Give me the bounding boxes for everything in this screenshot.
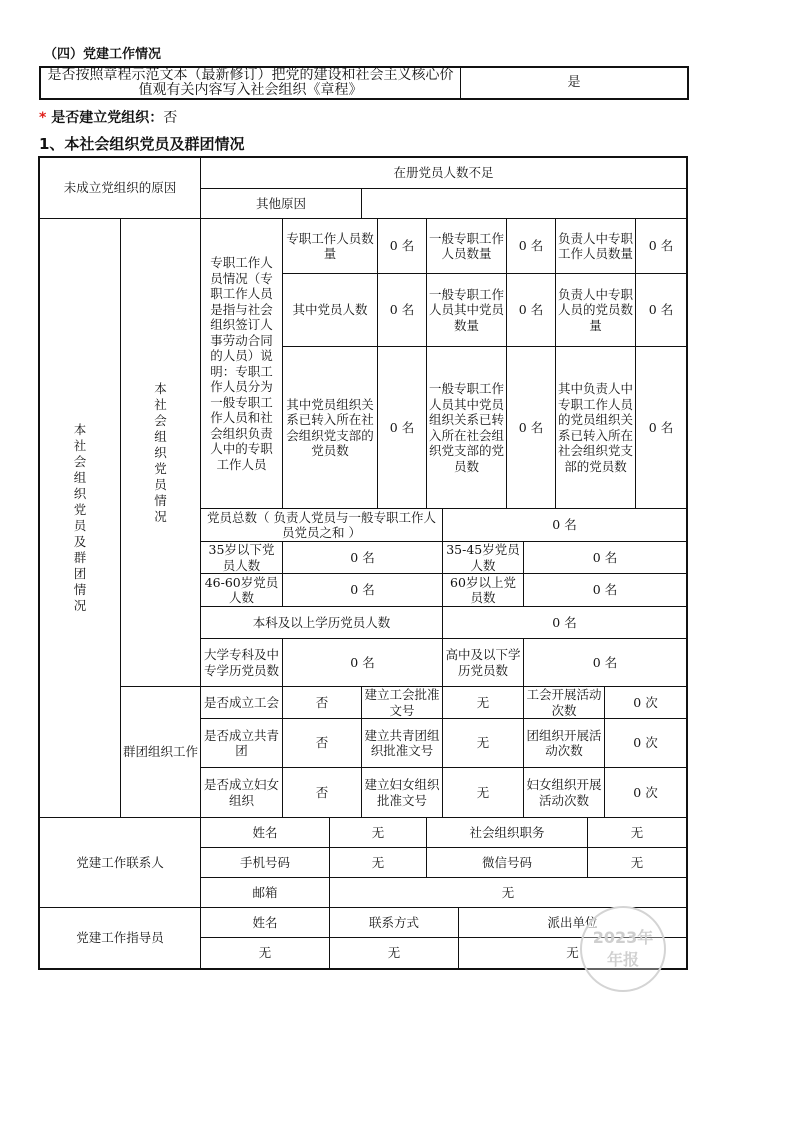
reason-label-cell xyxy=(39,157,201,219)
age2-label: 46-60岁党员人数 xyxy=(204,574,279,605)
staff-r3-label-cell xyxy=(426,346,507,509)
age1-value: 0 名 xyxy=(350,549,375,565)
age1-label: 35-45岁党员人数 xyxy=(446,542,520,573)
edu2-label-cell xyxy=(200,638,283,687)
union-label: 工会开展活动次数 xyxy=(526,687,602,718)
other-reason-label: 其他原因 xyxy=(255,195,306,211)
staff-r3-label: 其中负责人中专职工作人员的党员组织关系已转入所在社会组织党支部的党员数 xyxy=(558,381,634,474)
members-section-label: 本社会组织党员情况 xyxy=(154,380,167,524)
union-value-cell xyxy=(442,686,524,719)
subsection-title: 1、本社会组织党员及群团情况 xyxy=(39,135,245,153)
members-section-label-cell xyxy=(120,218,201,687)
contact-r2-label-cell xyxy=(200,847,330,878)
contact-r2-label: 手机号码 xyxy=(239,854,290,870)
party-org-value: 否 xyxy=(163,110,178,126)
staff-r1-value-cell xyxy=(506,218,556,274)
staff-r1-label-cell xyxy=(555,218,636,274)
contact-r1-value: 无 xyxy=(371,824,385,840)
contact-r2-label-cell xyxy=(426,847,588,878)
edu2-label-cell xyxy=(442,638,524,687)
charter-question xyxy=(39,66,461,100)
youth-value: 否 xyxy=(315,735,329,751)
women-value: 否 xyxy=(315,784,329,800)
youth-value-cell xyxy=(604,718,687,768)
stamp-line-1: 2023年 xyxy=(592,928,654,947)
age2-label-cell xyxy=(200,573,283,607)
union-label: 建立工会批准文号 xyxy=(364,687,440,718)
union-value: 无 xyxy=(476,694,490,710)
youth-value: 0 次 xyxy=(633,735,658,751)
staff-r2-label: 一般专职工作人员其中党员数量 xyxy=(429,286,505,333)
staff-description-cell xyxy=(200,218,283,509)
edu2-value: 0 名 xyxy=(592,654,618,670)
age1-label-cell xyxy=(442,541,524,574)
staff-r2-label: 负责人中专职人员的党员数量 xyxy=(558,286,634,333)
women-value-cell xyxy=(604,767,687,818)
union-label-cell xyxy=(200,686,283,719)
instructor-section-label-cell xyxy=(39,907,201,969)
total-members-label-cell xyxy=(200,508,443,542)
bachelor-value: 0 名 xyxy=(552,614,577,630)
bachelor-value-cell xyxy=(442,606,687,639)
women-value-cell xyxy=(282,767,362,818)
staff-r2-value-cell xyxy=(377,273,427,347)
bachelor-label-cell xyxy=(200,606,443,639)
staff-r3-value: 0 名 xyxy=(518,419,544,435)
age1-label: 35岁以下党员人数 xyxy=(208,542,275,573)
staff-r1-value: 0 名 xyxy=(389,238,415,254)
staff-r1-value-cell xyxy=(377,218,427,274)
staff-r3-label: 一般专职工作人员其中党员组织关系已转入所在社会组织党支部的党员数 xyxy=(429,381,505,474)
instructor-section-label: 党建工作指导员 xyxy=(76,930,164,946)
union-value-cell xyxy=(604,686,687,719)
contact-r2-value-cell xyxy=(329,847,427,878)
union-label-cell xyxy=(523,686,605,719)
youth-label: 建立共青团组织批准文号 xyxy=(364,727,440,758)
instructor-value: 无 xyxy=(387,945,401,961)
age2-label-cell xyxy=(442,573,524,607)
contact-r2-label: 微信号码 xyxy=(481,854,532,870)
staff-r3-value-cell xyxy=(506,346,556,509)
staff-r2-value-cell xyxy=(635,273,687,347)
staff-r1-value: 0 名 xyxy=(518,238,544,254)
staff-r1-value-cell xyxy=(635,218,687,274)
union-value: 0 次 xyxy=(633,694,658,710)
edu2-value-cell xyxy=(523,638,687,687)
union-label: 是否成立工会 xyxy=(203,694,279,710)
staff-r3-label-cell xyxy=(282,346,378,509)
staff-r2-value: 0 名 xyxy=(389,302,415,318)
reason-value-cell xyxy=(200,157,687,189)
contact-section-label: 党建工作联系人 xyxy=(76,854,164,870)
reason-label: 未成立党组织的原因 xyxy=(63,180,177,196)
contact-r1-label: 社会组织职务 xyxy=(469,824,545,840)
instructor-value: 无 xyxy=(258,945,272,961)
staff-r1-label: 专职工作人员数量 xyxy=(286,230,374,261)
contact-r1-value-cell xyxy=(329,817,427,848)
charter-answer xyxy=(460,66,689,100)
total-members-value-cell xyxy=(442,508,687,542)
edu2-value-cell xyxy=(282,638,443,687)
bachelor-label: 本科及以上学历党员人数 xyxy=(252,614,391,630)
age1-label-cell xyxy=(200,541,283,574)
required-asterisk: * xyxy=(39,110,47,126)
youth-value: 无 xyxy=(476,735,490,751)
charter-answer-text: 是 xyxy=(567,75,581,91)
stamp-line-2: 年报 xyxy=(606,950,639,969)
groups-section-label-cell xyxy=(120,686,201,818)
email-label-cell xyxy=(200,877,330,908)
women-value-cell xyxy=(442,767,524,818)
staff-r3-value-cell xyxy=(377,346,427,509)
email-label: 邮箱 xyxy=(252,884,278,900)
contact-r1-label: 姓名 xyxy=(252,824,278,840)
reason-value: 在册党员人数不足 xyxy=(393,165,494,181)
women-label: 建立妇女组织批准文号 xyxy=(364,777,440,808)
other-reason-label-cell xyxy=(200,188,362,219)
edu2-label: 大学专科及中专学历党员数 xyxy=(203,647,279,678)
women-value: 0 次 xyxy=(633,784,658,800)
age2-value: 0 名 xyxy=(350,582,375,598)
contact-r1-label-cell xyxy=(426,817,588,848)
instructor-header: 派出单位 xyxy=(547,914,598,930)
instructor-value-cell xyxy=(200,937,330,969)
age2-value-cell xyxy=(282,573,443,607)
youth-label-cell xyxy=(200,718,283,768)
staff-r2-label-cell xyxy=(426,273,507,347)
youth-value-cell xyxy=(442,718,524,768)
women-value: 无 xyxy=(476,784,490,800)
total-members-label: 党员总数（ 负责人党员与一般专职工作人员党员之和 ） xyxy=(207,509,436,540)
staff-r2-label-cell xyxy=(282,273,378,347)
staff-r2-label-cell xyxy=(555,273,636,347)
charter-question-text: 是否按照章程示范文本（最新修订）把党的建设和社会主义核心价值观有关内容写入社会组织《章程》 xyxy=(47,67,454,98)
age1-value: 0 名 xyxy=(592,549,618,565)
annual-report-stamp xyxy=(580,906,666,992)
age2-value: 0 名 xyxy=(592,582,618,598)
women-label: 是否成立妇女组织 xyxy=(203,777,279,808)
staff-r3-value: 0 名 xyxy=(648,419,674,435)
other-reason-value-cell xyxy=(361,188,687,219)
youth-label: 团组织开展活动次数 xyxy=(526,727,602,758)
staff-r1-label: 一般专职工作人员数量 xyxy=(429,230,505,261)
staff-r2-value: 0 名 xyxy=(518,302,544,318)
party-org-status xyxy=(39,107,177,127)
staff-r3-value-cell xyxy=(635,346,687,509)
groups-section-label: 群团组织工作 xyxy=(123,744,199,760)
contact-r1-value-cell xyxy=(587,817,687,848)
age1-value-cell xyxy=(282,541,443,574)
contact-section-label-cell xyxy=(39,817,201,908)
contact-r2-value: 无 xyxy=(630,854,644,870)
instructor-header: 联系方式 xyxy=(368,914,419,930)
staff-r2-label: 其中党员人数 xyxy=(292,302,368,318)
staff-r1-label-cell xyxy=(282,218,378,274)
age2-label: 60岁以上党员数 xyxy=(450,574,516,605)
women-label-cell xyxy=(361,767,443,818)
email-value-cell xyxy=(329,877,687,908)
contact-r2-value-cell xyxy=(587,847,687,878)
union-value-cell xyxy=(282,686,362,719)
outer-section-label: 本社会组织党员及群团情况 xyxy=(73,422,87,613)
contact-r1-value: 无 xyxy=(630,824,644,840)
youth-label-cell xyxy=(361,718,443,768)
youth-value-cell xyxy=(282,718,362,768)
union-label-cell xyxy=(361,686,443,719)
youth-label: 是否成立共青团 xyxy=(203,727,279,758)
staff-r3-label: 其中党员组织关系已转入所在社会组织党支部的党员数 xyxy=(286,396,374,458)
email-value: 无 xyxy=(501,884,515,900)
union-value: 否 xyxy=(315,694,329,710)
staff-r1-label: 负责人中专职工作人员数量 xyxy=(558,230,634,261)
party-org-label: 是否建立党组织： xyxy=(51,110,164,126)
staff-description: 专职工作人员情况（专职工作人员是指与社会组织签订人事劳动合同的人员）说明：专职工作人员分为一般专职工作人员和社会组织负责人中的专职工作人员 xyxy=(210,255,273,472)
section-title: （四）党建工作情况 xyxy=(44,47,162,62)
contact-r1-label-cell xyxy=(200,817,330,848)
staff-r3-label-cell xyxy=(555,346,636,509)
edu2-label: 高中及以下学历党员数 xyxy=(445,647,521,678)
instructor-header-cell xyxy=(329,907,459,938)
staff-r1-value: 0 名 xyxy=(648,238,674,254)
staff-r2-value: 0 名 xyxy=(648,302,674,318)
instructor-header: 姓名 xyxy=(252,914,278,930)
age1-value-cell xyxy=(523,541,687,574)
instructor-value-cell xyxy=(329,937,459,969)
instructor-value: 无 xyxy=(566,945,579,961)
instructor-header-cell xyxy=(200,907,330,938)
edu2-value: 0 名 xyxy=(350,654,375,670)
women-label-cell xyxy=(200,767,283,818)
staff-r3-value: 0 名 xyxy=(389,419,415,435)
women-label: 妇女组织开展活动次数 xyxy=(526,777,602,808)
women-label-cell xyxy=(523,767,605,818)
staff-r2-value-cell xyxy=(506,273,556,347)
youth-label-cell xyxy=(523,718,605,768)
total-members-value: 0 名 xyxy=(552,517,577,533)
staff-r1-label-cell xyxy=(426,218,507,274)
contact-r2-value: 无 xyxy=(371,854,385,870)
outer-section-label-cell xyxy=(39,218,121,818)
age2-value-cell xyxy=(523,573,687,607)
